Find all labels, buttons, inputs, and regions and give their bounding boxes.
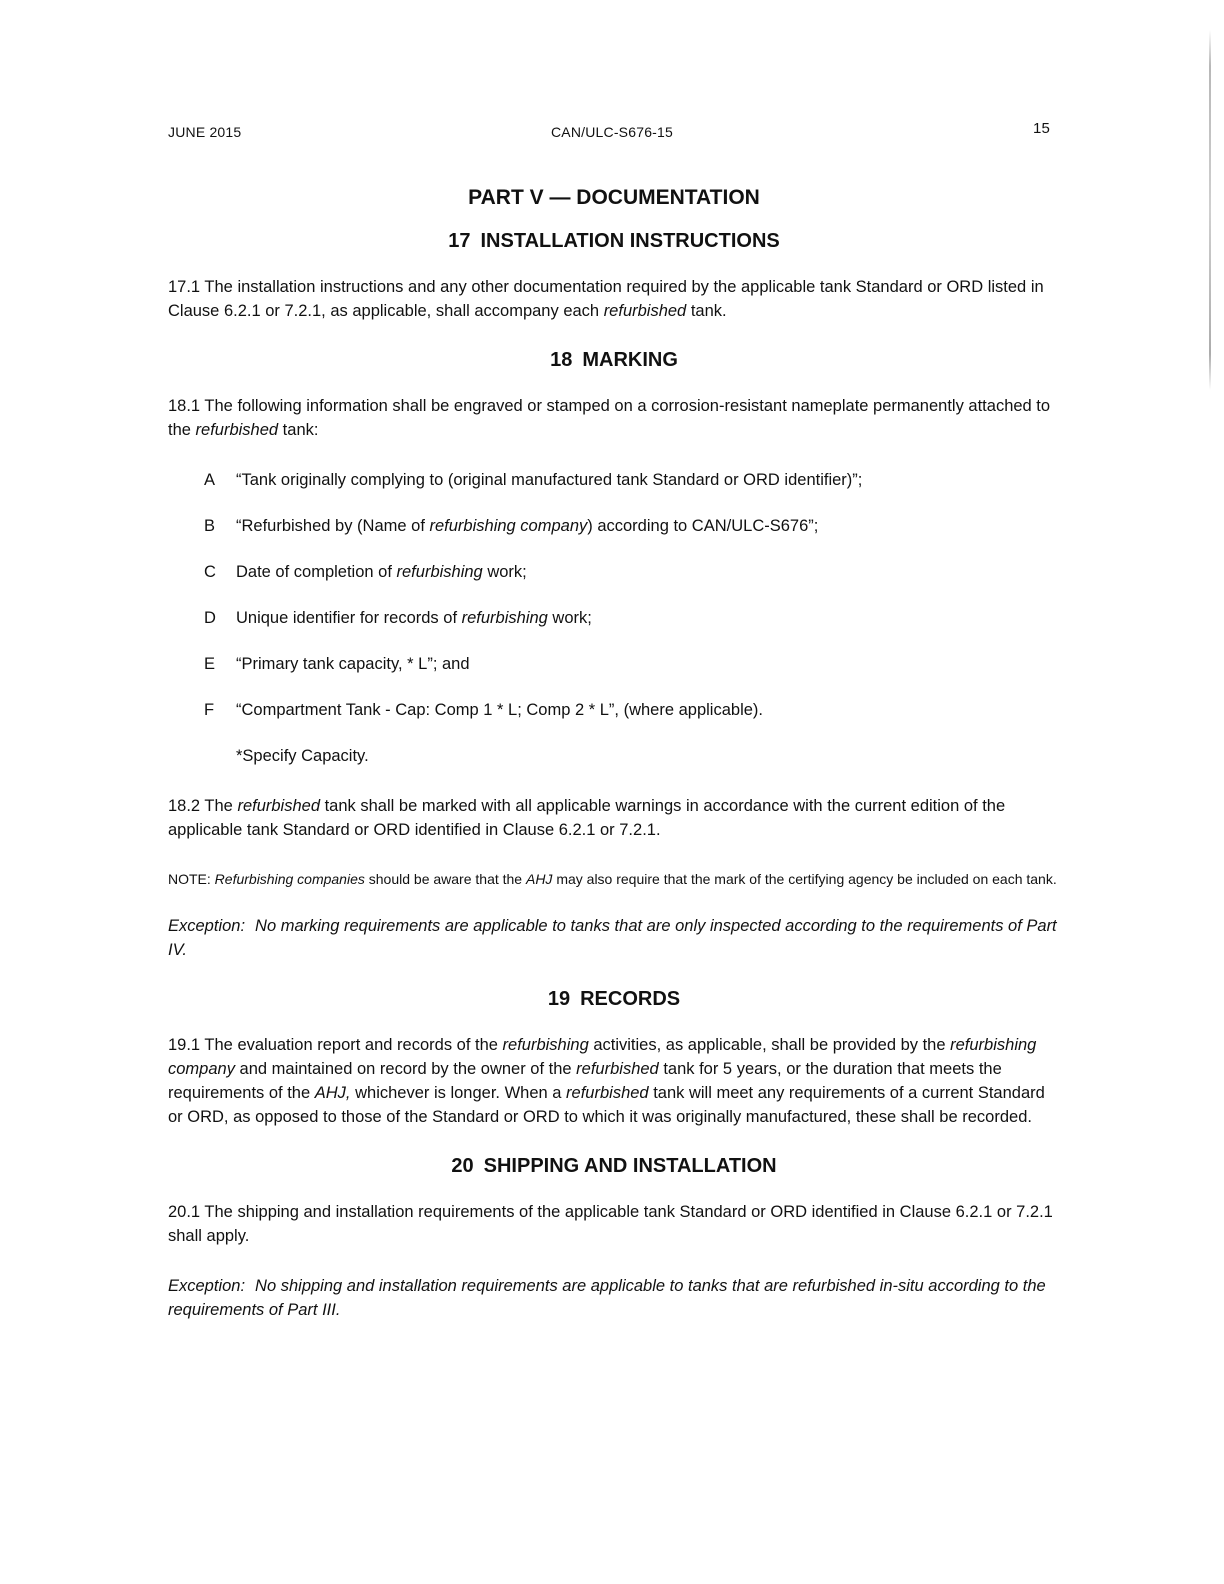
scan-edge-artifact	[1209, 30, 1211, 390]
exception-18: Exception: No marking requirements are applicable to tanks that are only inspected according to the requirements of Part IV.	[168, 917, 1057, 959]
page-number: 15	[1033, 120, 1051, 137]
clause-18-2: 18.2 The refurbished tank shall be marked with all applicable warnings in accordance with the current edition of the applicable tank Standard or ORD identified in Clause 6.2.1 or 7.2.1.	[168, 797, 1006, 839]
list-letter: E	[204, 655, 216, 673]
section-title: RECORDS	[580, 988, 681, 1010]
section-title: INSTALLATION INSTRUCTIONS	[480, 230, 780, 252]
clause-number: 18.2	[168, 797, 201, 815]
clause-number: 18.1	[168, 397, 201, 415]
list-item: D Unique identifier for records of refurbishing work;	[204, 606, 1060, 630]
section-title: MARKING	[582, 349, 678, 371]
section-19-heading	[168, 988, 1060, 1011]
section-number: 19	[547, 988, 571, 1010]
clause-20-1: 20.1 The shipping and installation requirements of the applicable tank Standard or ORD identified in Clause 6.2.1 or 7.2.1 shall apply.	[168, 1203, 1053, 1245]
list-item: E “Primary tank capacity, * L”; and	[204, 652, 1060, 676]
exception-20: Exception: No shipping and installation requirements are applicable to tanks that are refurbished in-situ according to the requirements of Part III.	[168, 1277, 1046, 1319]
section-20-heading	[168, 1155, 1060, 1178]
clause-number: 20.1	[168, 1203, 201, 1221]
section-number: 17	[448, 230, 471, 252]
clause-18-1: 18.1 The following information shall be engraved or stamped on a corrosion-resistant nameplate permanently attached to the refurbished tank:	[168, 397, 1051, 439]
list-letter: C	[204, 563, 216, 581]
list-item: C Date of completion of refurbishing work;	[204, 560, 1060, 584]
list-letter: D	[204, 609, 216, 627]
note-paragraph: NOTE: Refurbishing companies should be aware that the AHJ may also require that the mark of the certifying agency be included on each tank.	[168, 871, 1057, 887]
clause-19-1: 19.1 The evaluation report and records of the refurbishing activities, as applicable, shall be provided by the refurbishing company and maintained on record by the owner of the refurbished tank for 5 years, or the duration that meets the requirements of the AHJ, whichever is longer. When a refurbished tank will meet any requirements of a current Standard or ORD, as opposed to those of the Standard or ORD to which it was originally manufactured, these shall be recorded.	[168, 1036, 1045, 1126]
document-body	[168, 180, 1060, 1348]
section-title: SHIPPING AND INSTALLATION	[483, 1155, 777, 1177]
marking-list	[168, 468, 1060, 722]
clause-number: 19.1	[168, 1036, 201, 1054]
list-item: B “Refurbished by (Name of refurbishing company) according to CAN/ULC-S676”;	[204, 514, 1060, 538]
section-17-heading	[168, 230, 1060, 253]
list-item: F “Compartment Tank - Cap: Comp 1 * L; Comp 2 * L”, (where applicable).	[204, 698, 1060, 722]
capacity-footnote: *Specify Capacity.	[236, 747, 369, 765]
list-letter: F	[204, 701, 215, 719]
header-document-id: CAN/ULC-S676-15	[550, 124, 674, 140]
list-letter: A	[204, 471, 216, 489]
list-letter: B	[204, 517, 216, 535]
part-title: PART V — DOCUMENTATION	[468, 186, 760, 209]
list-item: A “Tank originally complying to (original manufactured tank Standard or ORD identifier)”;	[204, 468, 1060, 492]
clause-17-1: 17.1 The installation instructions and any other documentation required by the applicable tank Standard or ORD listed in Clause 6.2.1 or 7.2.1, as applicable, shall accompany each refurbished tank.	[168, 278, 1044, 320]
section-number: 18	[550, 349, 573, 371]
header-date: JUNE 2015	[168, 124, 242, 140]
clause-number: 17.1	[168, 278, 201, 296]
section-number: 20	[451, 1155, 474, 1177]
section-18-heading	[168, 349, 1060, 372]
